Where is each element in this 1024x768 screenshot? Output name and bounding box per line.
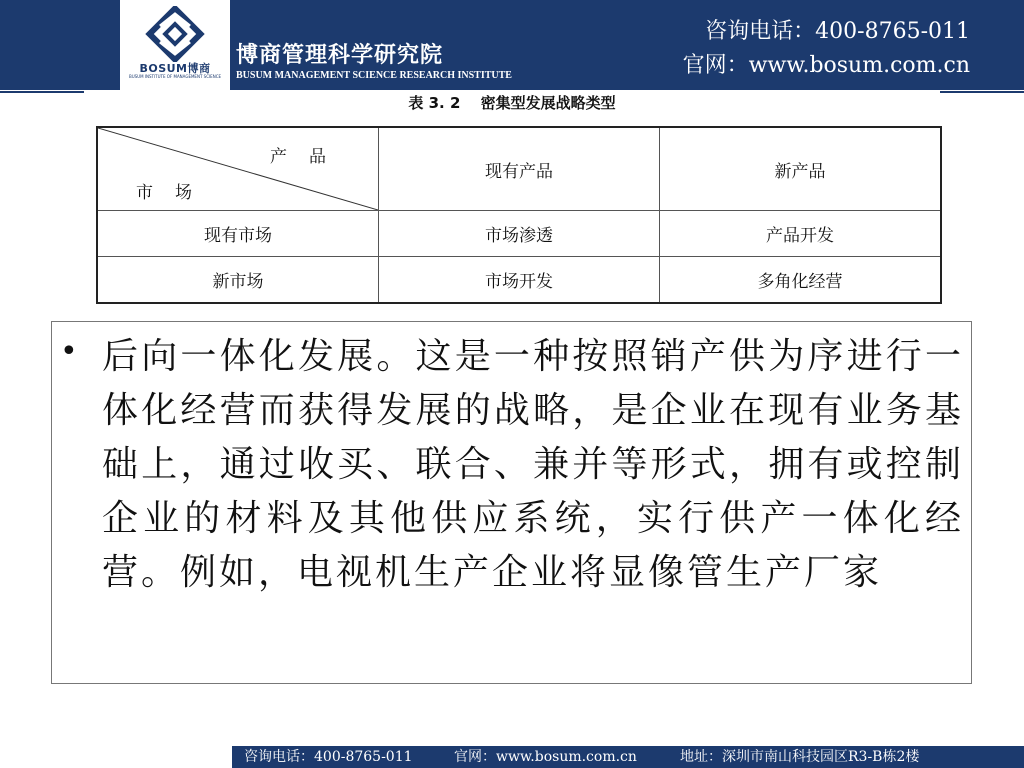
bosum-logo-icon [138,6,212,62]
body-paragraph: 后向一体化发展。这是一种按照销产供为序进行一体化经营而获得发展的战略，是企业在现有业务基础上，通过收买、联合、兼并等形式，拥有或控制企业的材料及其他供应系统，实行供产一体化经营。例如，电视机生产企业将显像管生产厂家 [102,336,964,593]
table-header-row [97,127,941,211]
corner-header-cell [97,127,379,211]
table-cell: 产品开发 [660,211,942,257]
table-row [97,211,941,257]
table-cell: 市场开发 [379,257,660,303]
header-phone: 咨询电话：400-8765-011 [705,19,970,44]
header-website: 官网：www.bosum.com.cn [682,53,970,78]
corner-label-market: 市场 [136,183,214,203]
institute-name-en: BUSUM MANAGEMENT SCIENCE RESEARCH INSTITUTE [236,70,512,81]
content-text-box [51,321,972,684]
table-caption: 表 3. 2 密集型发展战略类型 [408,94,616,112]
table-cell: 市场渗透 [379,211,660,257]
col-header-existing-product: 现有产品 [379,127,660,211]
logo [120,0,230,90]
table-cell: 多角化经营 [660,257,942,303]
footer-phone: 咨询电话：400-8765-011 [244,749,413,765]
logo-subtitle: BUSUM INSTITUTE OF MANAGEMENT SCIENCE [128,74,222,79]
bullet-marker: • [60,334,78,369]
institute-name: 博商管理科学研究院 [236,42,444,68]
corner-label-product: 产品 [270,147,348,167]
footer-address: 地址：深圳市南山科技园区R3-B栋2楼 [680,749,920,765]
logo-wordmark: BOSUM博商 [139,62,211,75]
table-row [97,257,941,303]
row-label-existing-market: 现有市场 [97,211,379,257]
footer-website: 官网：www.bosum.com.cn [454,749,637,765]
strategy-table [96,126,942,304]
footer-bar [232,746,1024,768]
row-label-new-market: 新市场 [97,257,379,303]
col-header-new-product: 新产品 [660,127,942,211]
